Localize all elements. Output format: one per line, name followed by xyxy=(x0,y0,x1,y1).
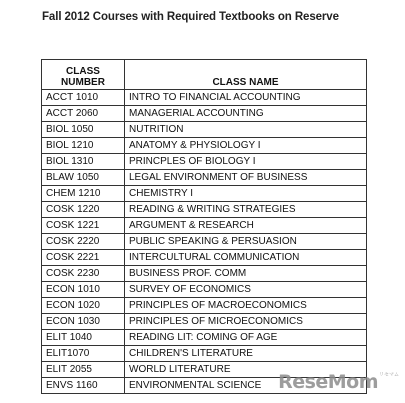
class-name-cell: SURVEY OF ECONOMICS xyxy=(125,282,367,298)
header-class-name: CLASS NAME xyxy=(125,60,367,90)
table-row xyxy=(42,234,367,250)
class-name-cell: PRINCIPLES OF MACROECONOMICS xyxy=(125,298,367,314)
class-number-cell: ACCT 1010 xyxy=(42,90,125,106)
header-class-number xyxy=(42,60,125,90)
table-row xyxy=(42,138,367,154)
class-number-cell: ECON 1010 xyxy=(42,282,125,298)
class-name-cell: CHILDREN'S LITERATURE xyxy=(125,346,367,362)
table-row xyxy=(42,298,367,314)
class-name-cell: NUTRITION xyxy=(125,122,367,138)
class-number-cell: BIOL 1210 xyxy=(42,138,125,154)
class-number-cell: ECON 1020 xyxy=(42,298,125,314)
table-row xyxy=(42,250,367,266)
table-row xyxy=(42,186,367,202)
table-row xyxy=(42,154,367,170)
header-class-number-line1: CLASS xyxy=(66,66,100,77)
class-number-cell: ELIT 2055 xyxy=(42,362,125,378)
class-number-cell: ENVS 1160 xyxy=(42,378,125,394)
class-number-cell: ELIT 1040 xyxy=(42,330,125,346)
class-name-cell: WORLD LITERATURE xyxy=(125,362,367,378)
table-row xyxy=(42,90,367,106)
courses-table xyxy=(41,59,367,394)
class-number-cell: BIOL 1050 xyxy=(42,122,125,138)
class-name-cell: BUSINESS PROF. COMM xyxy=(125,266,367,282)
watermark-sub-text: リセマム xyxy=(379,372,399,378)
table-row xyxy=(42,314,367,330)
table-row xyxy=(42,218,367,234)
class-number-cell: ELIT1070 xyxy=(42,346,125,362)
table-row xyxy=(42,202,367,218)
watermark-logo-text: ReseMom xyxy=(278,371,379,393)
class-name-cell: PRINCPLES OF BIOLOGY I xyxy=(125,154,367,170)
table-row xyxy=(42,122,367,138)
table-row xyxy=(42,346,367,362)
table-body xyxy=(42,90,367,394)
table-row xyxy=(42,282,367,298)
table-row xyxy=(42,266,367,282)
class-name-cell: INTERCULTURAL COMMUNICATION xyxy=(125,250,367,266)
class-number-cell: ACCT 2060 xyxy=(42,106,125,122)
class-name-cell: ANATOMY & PHYSIOLOGY I xyxy=(125,138,367,154)
page-title: Fall 2012 Courses with Required Textbooks on Reserve xyxy=(42,11,339,23)
class-number-cell: COSK 2220 xyxy=(42,234,125,250)
class-number-cell: ECON 1030 xyxy=(42,314,125,330)
class-name-cell: MANAGERIAL ACCOUNTING xyxy=(125,106,367,122)
class-number-cell: COSK 1220 xyxy=(42,202,125,218)
class-number-cell: COSK 2221 xyxy=(42,250,125,266)
class-number-cell: CHEM 1210 xyxy=(42,186,125,202)
table-row xyxy=(42,170,367,186)
class-number-cell: BIOL 1310 xyxy=(42,154,125,170)
class-name-cell: LEGAL ENVIRONMENT OF BUSINESS xyxy=(125,170,367,186)
class-number-cell: BLAW 1050 xyxy=(42,170,125,186)
table-row xyxy=(42,106,367,122)
table-header-row xyxy=(42,60,367,90)
class-name-cell: ENVIRONMENTAL SCIENCE xyxy=(125,378,367,394)
header-class-number-line2: NUMBER xyxy=(61,77,105,88)
class-name-cell: PRINCIPLES OF MICROECONOMICS xyxy=(125,314,367,330)
table-row xyxy=(42,330,367,346)
class-name-cell: ARGUMENT & RESEARCH xyxy=(125,218,367,234)
resemom-watermark xyxy=(278,371,399,393)
class-name-cell: READING LIT: COMING OF AGE xyxy=(125,330,367,346)
class-name-cell: READING & WRITING STRATEGIES xyxy=(125,202,367,218)
class-number-cell: COSK 1221 xyxy=(42,218,125,234)
class-name-cell: PUBLIC SPEAKING & PERSUASION xyxy=(125,234,367,250)
class-number-cell: COSK 2230 xyxy=(42,266,125,282)
class-name-cell: INTRO TO FINANCIAL ACCOUNTING xyxy=(125,90,367,106)
class-name-cell: CHEMISTRY I xyxy=(125,186,367,202)
